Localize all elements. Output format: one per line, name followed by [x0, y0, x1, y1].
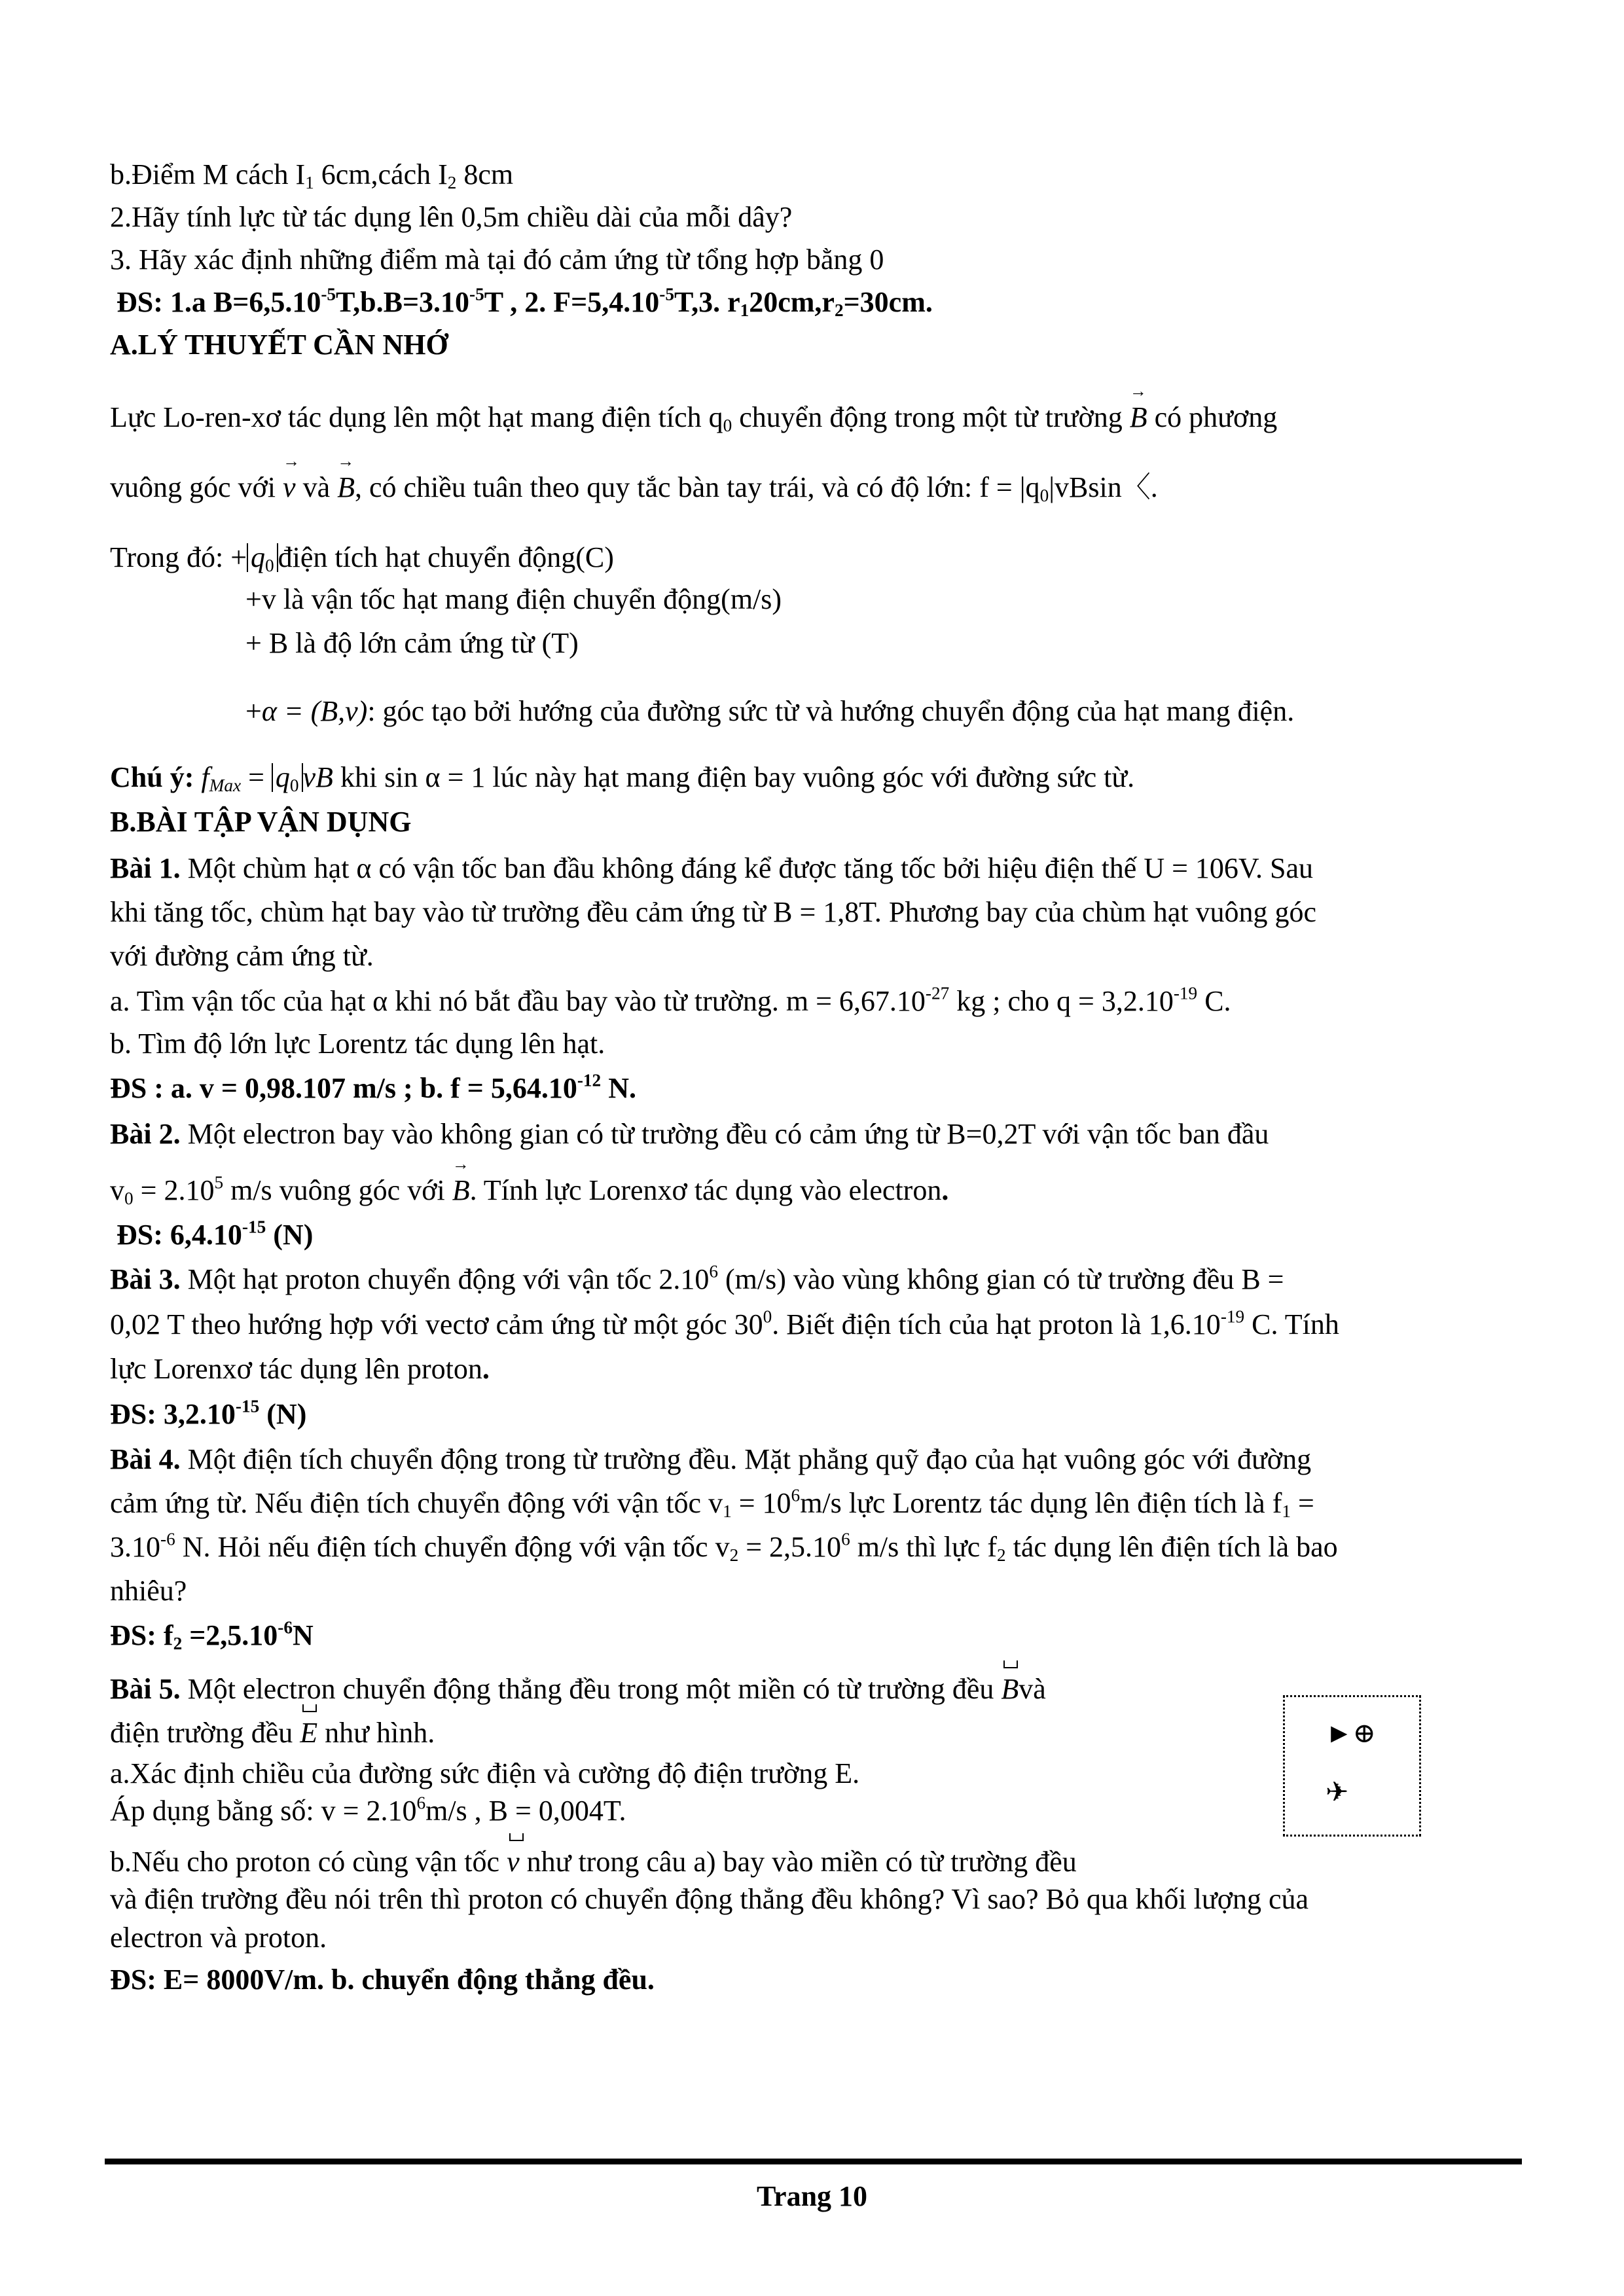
exercise-5-part-b-1: b.Nếu cho proton có cùng vận tốc v như trong câu a) bay vào miền có từ trường đều	[110, 1842, 1077, 1882]
exercise-5-line-1: Bài 5. Một electron chuyển động thẳng đều trong một miền có từ trường đều Bvà	[110, 1670, 1046, 1709]
exercise-4-line-1: Bài 4. Một điện tích chuyển động trong từ trường đều. Mặt phẳng quỹ đạo của hạt vuông góc với đường	[110, 1443, 1312, 1475]
note-line: Chú ý: $f_{Max} = q_0$ vB khi sin α = 1 lúc này hạt mang điện bay vuông góc với đường sức từ.	[110, 761, 1135, 795]
velocity-magnetic-field-symbol: ►⊕	[1326, 1719, 1376, 1749]
answer-line-0: ĐS: 1.a $B=6,5.10^{-5}T,b.B=3.10^{-5}T$ , 2. $F=5,4.10^{-5}T,3$. $r_120cm,r_2=30cm$.	[117, 284, 933, 320]
exercise-4-answer: ĐS: $f_2 =2,5.10^{-6}N$	[110, 1617, 314, 1653]
theory-line-1: Lực Lo-ren-xơ tác dụng lên một hạt mang điện tích $q_0$ chuyển động trong một từ trường → B có phương	[110, 398, 1524, 437]
exercise-5-line-2: điện trường đều E như hình.	[110, 1713, 435, 1753]
text-line-3: 3. Hãy xác định những điểm mà tại đó cảm ứng từ tổng hợp bằng 0	[110, 243, 884, 276]
exercise-3-line-2: 0,02 T theo hướng hợp với vectơ cảm ứng từ một góc $30^0$. Biết điện tích của hạt proton là $1,6.10^{-19}$ C. Tính	[110, 1306, 1339, 1340]
section-heading-theory: A.LÝ THUYẾT CẦN NHỚ	[110, 329, 448, 361]
exercise-5-answer: ĐS: E= 8000V/m. b. chuyển động thẳng đều.	[110, 1964, 655, 1996]
exercise-1-line-2: khi tăng tốc, chùm hạt bay vào từ trường đều cảm ứng từ B = 1,8T. Phương bay của chùm hạt vuông góc	[110, 896, 1317, 928]
exercise-1-line-3: với đường cảm ứng từ.	[110, 940, 374, 972]
exercise-5-part-a: a.Xác định chiều của đường sức điện và cường độ điện trường E.	[110, 1757, 860, 1789]
theory-v-line: +v là vận tốc hạt mang điện chuyển động(m/s)	[245, 583, 782, 615]
text-line-1: b.Điểm M cách $I_1$ 6cm,cách $I_2$ 8cm	[110, 158, 514, 192]
exercise-2-line-2: $v_0 = 2.10^5$ m/s vuông góc với → B. Tính lực Lorenxơ tác dụng vào electron.	[110, 1171, 948, 1210]
theory-line-2: vuông góc với → v và → B, có chiều tuân theo quy tắc bàn tay trái, và có độ lớn: $f = |q_0|vBsin$〈.	[110, 468, 1158, 507]
exercise-5-part-b-2: và điện trường đều nói trên thì proton có chuyển động thẳng đều không? Vì sao? Bỏ qua khối lượng của	[110, 1883, 1309, 1915]
vector-v-symbol: → v	[283, 468, 296, 507]
exercise-2-answer: ĐS: $6,4.10^{-15}$ (N)	[117, 1217, 314, 1251]
vector-b-symbol: → B	[452, 1171, 470, 1210]
vector-e-symbol: E	[300, 1713, 317, 1753]
exercise-4-line-3: $3.10^{-6}$ N. Hỏi nếu điện tích chuyển động với vận tốc $v_2 = 2,5.10^6$ m/s thì lực $f_2$ tác dụng lên điện tích là bao	[110, 1529, 1338, 1565]
field-diagram	[1283, 1695, 1421, 1837]
exercise-2-line-1: Bài 2. Một electron bay vào không gian có từ trường đều có cảm ứng từ B=0,2T với vận tốc ban đầu	[110, 1118, 1269, 1150]
exercise-5-part-a-values: Áp dụng bằng số: $v = 2.10^6m/s$ , B = 0,004T.	[110, 1793, 626, 1827]
exercise-1-part-b: b. Tìm độ lớn lực Lorentz tác dụng lên hạt.	[110, 1028, 605, 1060]
exercise-3-line-1: Bài 3. Một hạt proton chuyển động với vận tốc 2.10$^6$ (m/s) vào vùng không gian có từ trường đều B =	[110, 1261, 1284, 1295]
exercise-1-line-1: Bài 1. Một chùm hạt α có vận tốc ban đầu không đáng kể được tăng tốc bởi hiệu điện thế U = 106V. Sau	[110, 852, 1314, 884]
exercise-5-part-b-3: electron và proton.	[110, 1922, 327, 1954]
exercise-3-answer: ĐS: $3,2.10^{-15}$ (N)	[110, 1396, 307, 1430]
exercise-1-part-a: a. Tìm vận tốc của hạt α khi nó bắt đầu bay vào từ trường. $m = 6,67.10^{-27}$ kg ; cho $q = 3,2.10^{-19}$ C.	[110, 983, 1231, 1017]
exercise-4-line-4: nhiêu?	[110, 1575, 187, 1607]
exercise-1-answer: ĐS : a. v = 0,98.107 m/s ; b. $f = 5,64.10^{-12}$ N.	[110, 1070, 636, 1104]
vector-v-symbol: v	[507, 1842, 520, 1882]
theory-where-line: Trong đó: + $q_0$ điện tích hạt chuyển động(C)	[110, 541, 614, 575]
text-line-2: 2.Hãy tính lực từ tác dụng lên 0,5m chiều dài của mỗi dây?	[110, 201, 793, 233]
vector-b-symbol: B	[1001, 1670, 1019, 1709]
vector-b-symbol: → B	[1130, 398, 1147, 437]
vector-b-symbol: → B	[337, 468, 355, 507]
electron-arrow-symbol: ✈	[1326, 1778, 1349, 1808]
exercise-4-line-2: cảm ứng từ. Nếu điện tích chuyển động với vận tốc $v_1 = 10^6m/s$ lực Lorentz tác dụng lên điện tích là $f_1$ =	[110, 1485, 1314, 1521]
footer-divider	[105, 2159, 1522, 2164]
page-number: Trang 10	[756, 2180, 868, 2212]
section-heading-exercises: B.BÀI TẬP VẬN DỤNG	[110, 806, 412, 838]
exercise-3-line-3: lực Lorenxơ tác dụng lên proton.	[110, 1353, 490, 1385]
theory-b-line: + B là độ lớn cảm ứng từ (T)	[245, 627, 579, 659]
alpha-formula: α = (B,v)	[261, 695, 368, 727]
theory-alpha-line: +α = (B,v): góc tạo bởi hướng của đường sức từ và hướng chuyển động của hạt mang điện.	[245, 695, 1295, 727]
